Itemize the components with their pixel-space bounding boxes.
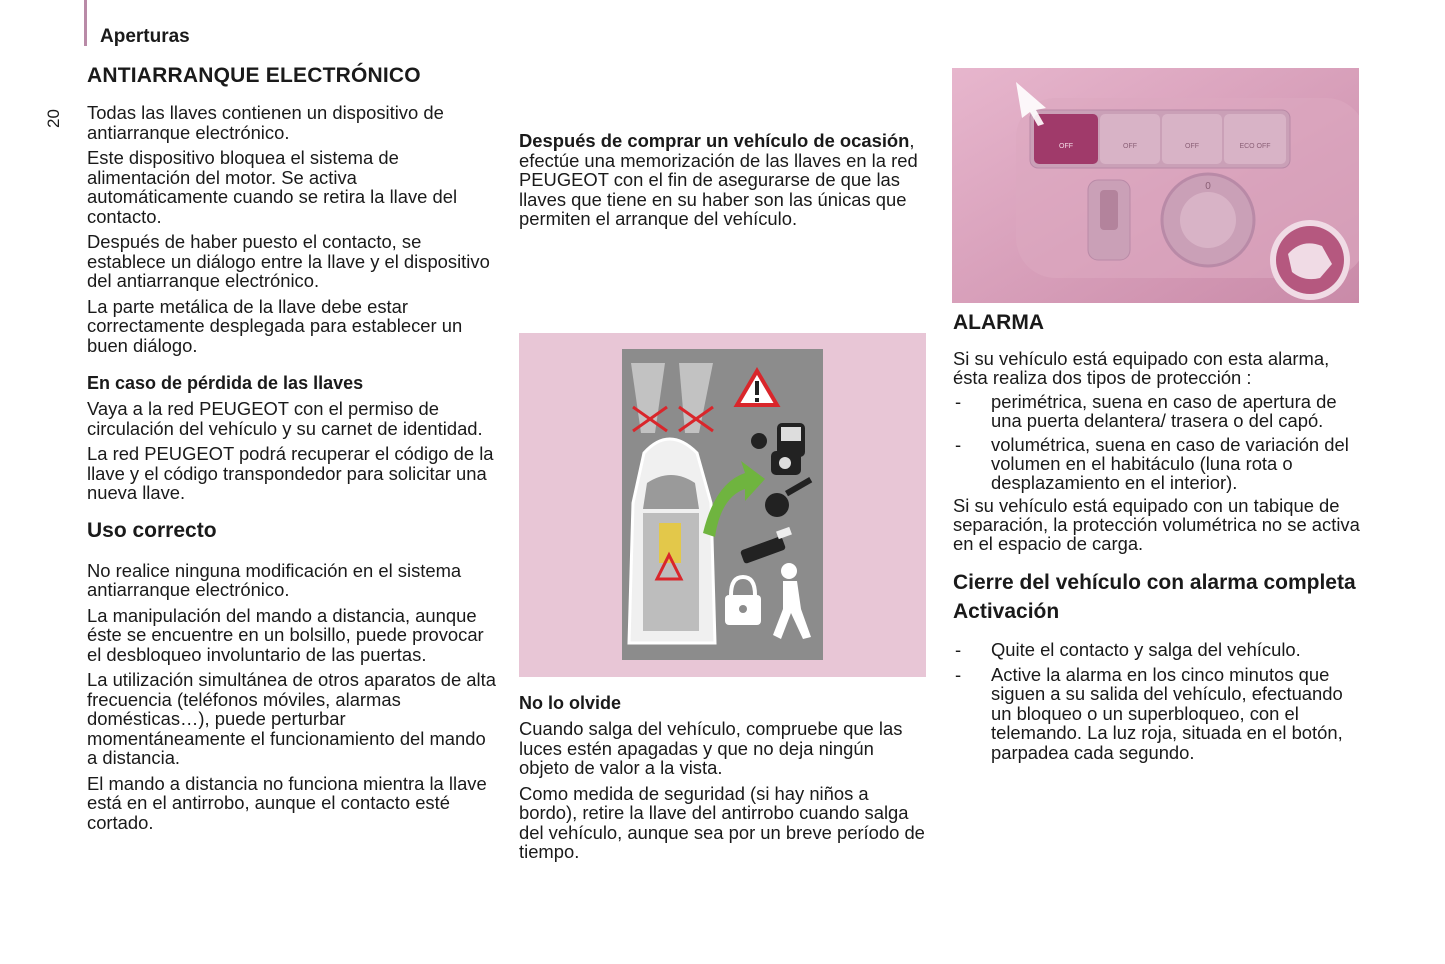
paragraph: Cuando salga del vehículo, compruebe que las luces estén apagadas y que no deja ningún objeto de valor a la vista. <box>519 718 903 778</box>
button-label: ECO OFF <box>1239 143 1271 150</box>
paragraph: Si su vehículo está equipado con un tabique de separación, la protección volumétrica no se activa en el espacio de carga. <box>953 495 1360 554</box>
paragraph: La manipulación del mando a distancia, aunque éste se encuentre en un bolsillo, puede provocar el desbloqueo involuntario de las puertas. <box>87 604 484 665</box>
section-marker <box>84 0 87 46</box>
paragraph: Este dispositivo bloquea el sistema de alimentación del motor. Se activa automáticamente cuando se retira la llave del contacto. <box>87 147 458 227</box>
list-item-text: perimétrica, suena en caso de apertura de una puerta delantera/ trasera o del capó. <box>991 391 1337 431</box>
car-top-view-icon <box>629 439 715 643</box>
used-vehicle-column <box>519 131 929 229</box>
paragraph: La utilización simultánea de otros aparatos de alta frecuencia (teléfonos móviles, alarmas domésticas…), puede perturbar momentáneamente el funcionamiento del mando a distancia. <box>87 669 496 768</box>
dash: - <box>955 663 962 685</box>
correct-use-heading: Uso correcto <box>87 518 217 542</box>
immobiliser-title: ANTIARRANQUE ELECTRÓNICO <box>87 64 421 87</box>
button-label: OFF <box>1185 143 1199 150</box>
paragraph: No realice ninguna modificación en el sistema antiarranque electrónico. <box>87 559 462 600</box>
used-vehicle-bold: Después de comprar un vehículo de ocasión <box>519 130 910 151</box>
dash: - <box>955 639 962 660</box>
security-illustration <box>519 333 926 677</box>
list-item <box>953 640 1363 660</box>
page-number: 20 <box>44 109 63 128</box>
section-title: Aperturas <box>100 26 190 47</box>
knob-label: 0 <box>1205 181 1211 192</box>
paragraph: Si su vehículo está equipado con esta alarma, ésta realiza dos tipos de protección : <box>953 348 1330 388</box>
paragraph: La parte metálica de la llave debe estar correctamente desplegada para establecer un buen diálogo. <box>87 295 463 356</box>
reminder-heading: No lo olvide <box>519 693 622 713</box>
reminder-column <box>519 693 929 862</box>
used-vehicle-text: , efectúe una memorización de las llaves en la red PEUGEOT con el fin de asegurarse de que las llaves que tiene en su haber son las únicas que permiten el arranque del vehículo. <box>519 130 918 229</box>
list-item-text: Quite el contacto y salga del vehículo. <box>991 639 1301 660</box>
list-item-text: Active la alarma en los cinco minutos que siguen a su salida del vehículo, efectuando un bloqueo o un superbloqueo, con el telemando. La luz roja, situada en el botón, parpadea cada segundo. <box>991 663 1343 763</box>
dash: - <box>955 391 962 412</box>
paragraph: Vaya a la red PEUGEOT con el permiso de circulación del vehículo y su carnet de identidad. <box>87 398 483 439</box>
phone-icon <box>771 451 801 475</box>
list-item <box>953 665 1363 763</box>
illustration-svg <box>519 333 926 677</box>
list-item <box>953 392 1363 430</box>
paragraph: Como medida de seguridad (si hay niños a bordo), retire la llave del antirrobo cuando salga del vehículo, aunque sea por un breve período de tiempo. <box>519 782 925 862</box>
list-item-text: volumétrica, suena en caso de variación del volumen en el habitáculo (luna rota o desplazamiento en el interior). <box>991 434 1349 493</box>
button-label: OFF <box>1123 143 1137 150</box>
alarm-column <box>953 311 1363 762</box>
paragraph: La red PEUGEOT podrá recuperar el código de la llave y el código transpondedor para solicitar una nueva llave. <box>87 443 494 503</box>
key-loss-heading: En caso de pérdida de las llaves <box>87 373 364 393</box>
alarm-off-button <box>1034 114 1098 164</box>
paragraph: Todas las llaves contienen un dispositivo de antiarranque electrónico. <box>87 102 444 143</box>
used-vehicle-paragraph <box>519 131 929 229</box>
button-label: OFF <box>1059 143 1073 150</box>
alarm-title: ALARMA <box>953 311 1044 334</box>
dashboard-photo <box>952 68 1359 303</box>
paragraph: Después de haber puesto el contacto, se establece un diálogo entre la llave y el dispositivo del antiarranque electrónico. <box>87 231 490 291</box>
paragraph: El mando a distancia no funciona mientra la llave está en el antirrobo, aunque el contacto esté cortado. <box>87 772 487 833</box>
dashboard-svg <box>952 68 1359 303</box>
lock-heading: Cierre del vehículo con alarma completa <box>953 571 1356 594</box>
list-item <box>953 435 1363 492</box>
immobiliser-column <box>87 64 497 832</box>
dash: - <box>955 434 962 455</box>
activation-heading: Activación <box>953 600 1060 623</box>
